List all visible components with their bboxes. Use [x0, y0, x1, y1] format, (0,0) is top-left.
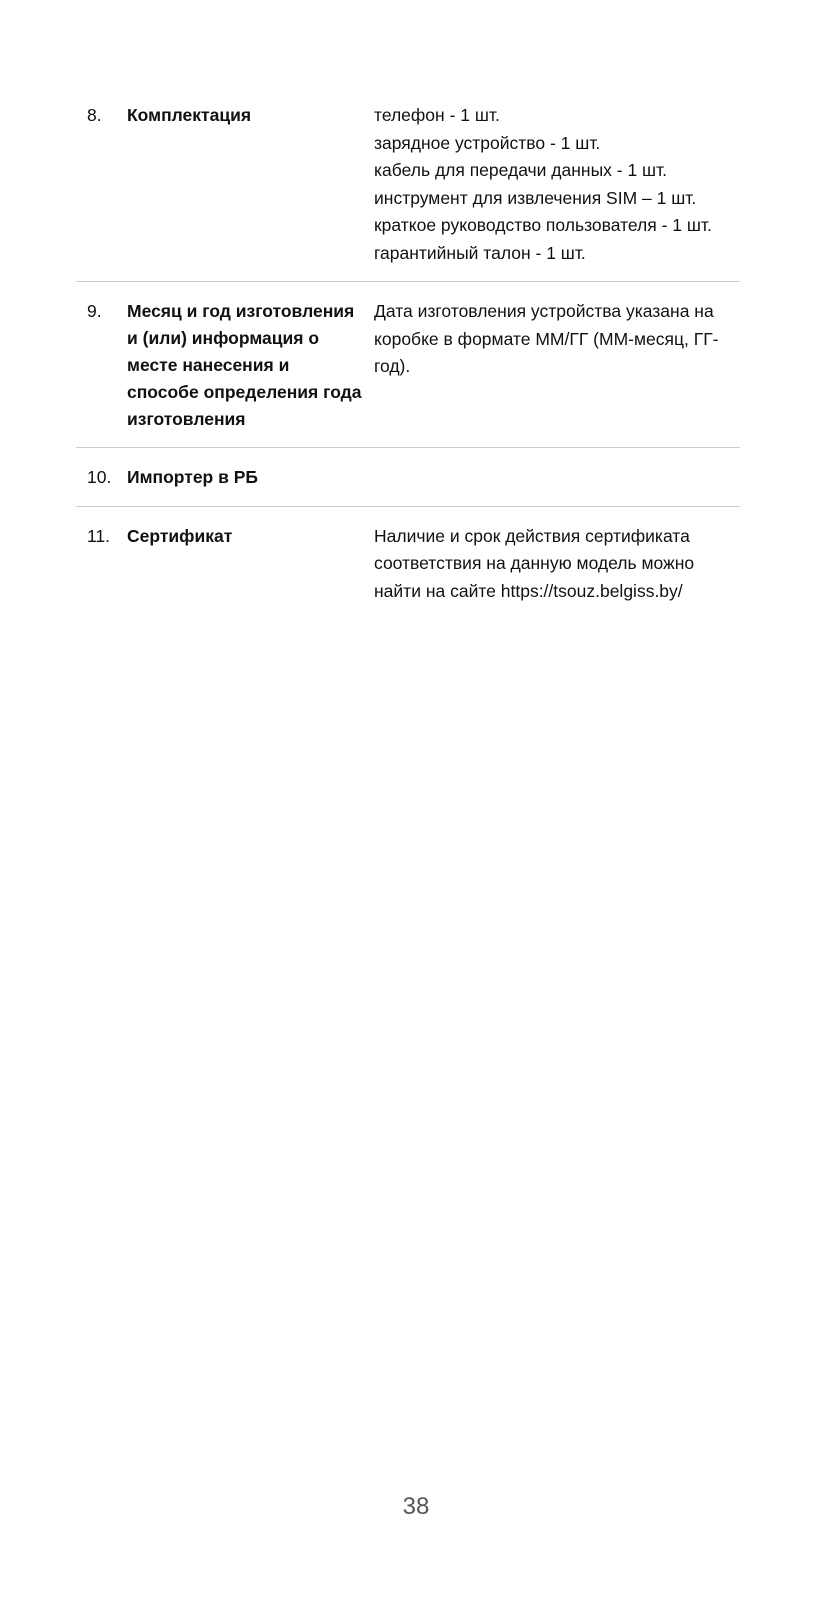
table-row: [76, 296, 740, 448]
value-line: зарядное устройство - 1 шт.: [374, 132, 601, 153]
row-label: Комплектация: [127, 105, 252, 125]
row-number: 10.: [87, 467, 112, 487]
row-label: Сертификат: [127, 525, 233, 546]
spec-table: [76, 100, 740, 633]
table-row: [76, 521, 740, 620]
row-number: 11.: [87, 525, 111, 546]
value-line: гарантийный талон - 1 шт.: [374, 242, 586, 263]
page-number: 38: [402, 1493, 430, 1520]
row-label: Месяц и год изготовления и (или) информация о месте нанесения и способе определения года изготовления: [127, 301, 362, 429]
value-line: Наличие и срок действия сертификата соответствия на данную модель можно найти на сайте https://tsouz.belgiss.by/: [374, 525, 695, 601]
row-value: [374, 464, 740, 492]
row-label: Импортер в РБ: [127, 467, 258, 487]
value-line: телефон - 1 шт.: [374, 105, 500, 125]
table-row: [76, 100, 740, 282]
value-line: кабель для передачи данных - 1 шт.: [374, 160, 668, 180]
table-row: [76, 462, 740, 507]
value-line: краткое руководство пользователя - 1 шт.: [374, 215, 712, 235]
row-value: [374, 102, 740, 267]
value-line: инструмент для извлечения SIM – 1 шт.: [374, 187, 697, 208]
value-line: Дата изготовления устройства указана на коробке в формате ММ/ГГ (ММ-месяц, ГГ-год).: [374, 301, 719, 376]
row-value: [374, 523, 740, 606]
row-number: 8.: [87, 105, 102, 125]
row-value: [374, 298, 740, 433]
row-number: 9.: [87, 301, 102, 321]
